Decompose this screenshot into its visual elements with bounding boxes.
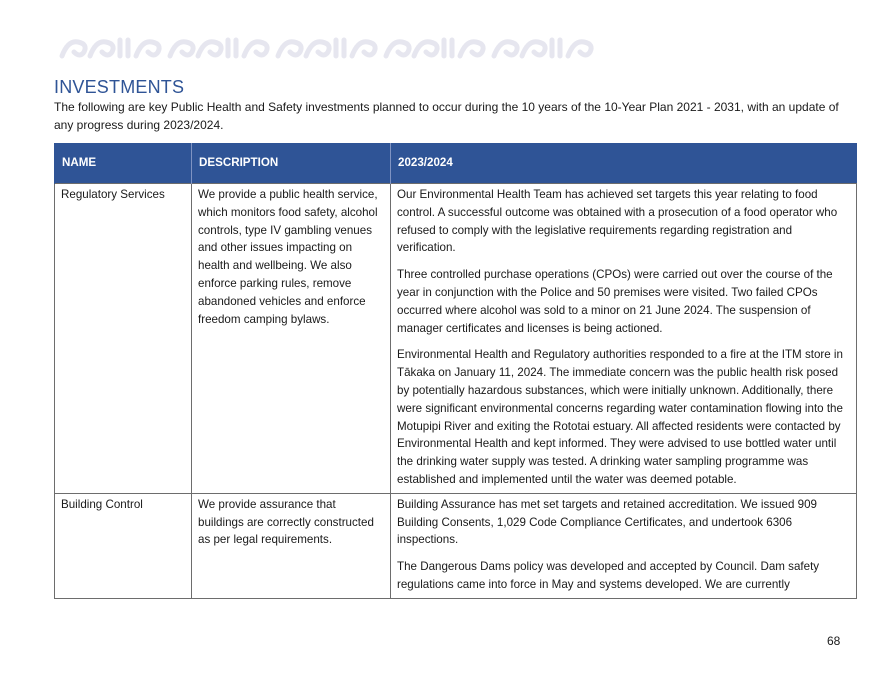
- table-row: [55, 184, 857, 494]
- banner-motif: [278, 40, 375, 56]
- page-number: 68: [827, 634, 841, 648]
- cell-update: [391, 184, 857, 494]
- column-header-description: DESCRIPTION: [192, 143, 391, 184]
- column-header-name: NAME: [55, 143, 192, 184]
- cell-update: [391, 493, 857, 598]
- cell-name: Regulatory Services: [55, 184, 192, 494]
- page-heading: INVESTMENTS: [54, 77, 185, 97]
- banner-motif: [494, 40, 591, 56]
- update-paragraph: The Dangerous Dams policy was developed and accepted by Council. Dam safety regulations came into force in May and systems developed. We are currently: [397, 560, 820, 591]
- column-header-year: 2023/2024: [391, 143, 857, 184]
- banner-motif: [386, 40, 483, 56]
- update-paragraph: Our Environmental Health Team has achieved set targets this year relating to food control. A successful outcome was obtained with a prosecution of a food operator who refused to comply with the legislative requirements regarding registration and verification.: [397, 188, 838, 255]
- intro-paragraph: The following are key Public Health and Safety investments planned to occur during the 10 years of the 10-Year Plan 2021 - 2031, with an update of any progress during 2023/2024.: [54, 100, 839, 132]
- cell-name: Building Control: [55, 493, 192, 598]
- table-header-row: [55, 143, 857, 184]
- investments-table: [54, 143, 857, 599]
- banner-motif: [170, 40, 267, 56]
- update-paragraph: Three controlled purchase operations (CPOs) were carried out over the course of the year in conjunction with the Police and 50 premises were visited. Two failed CPOs occurred where alcohol was sold to a minor on 21 June 2024. The suspension of manager certificates and licenses is being actioned.: [397, 268, 833, 335]
- cell-description: We provide assurance that buildings are correctly constructed as per legal requirements.: [192, 493, 391, 598]
- cell-description: We provide a public health service, which monitors food safety, alcohol controls, type IV gambling venues and other issues impacting on health and wellbeing. We also enforce parking rules, remove abandoned vehicles and enforce freedom camping bylaws.: [192, 184, 391, 494]
- update-paragraph: Environmental Health and Regulatory authorities responded to a fire at the ITM store in Tākaka on January 11, 2024. The immediate concern was the public health risk posed by potentially hazardous substances, which were initially unknown. Additionally, there were significant environmental concerns regarding water contamination flowing into the Motupipi River and exiting the Rototai estuary. All affected residents were contacted by Environmental Health and kept informed. They were advised to use bottled water until the drinking water supply was tested. A drinking water sampling programme was established and implemented until the water was deemed potable.: [397, 348, 843, 486]
- update-paragraph: Building Assurance has met set targets and retained accreditation. We issued 909 Building Consents, 1,029 Code Compliance Certificates, and undertook 6306 inspections.: [397, 497, 817, 547]
- decorative-banner-pattern: [58, 36, 598, 60]
- table-row: [55, 493, 857, 598]
